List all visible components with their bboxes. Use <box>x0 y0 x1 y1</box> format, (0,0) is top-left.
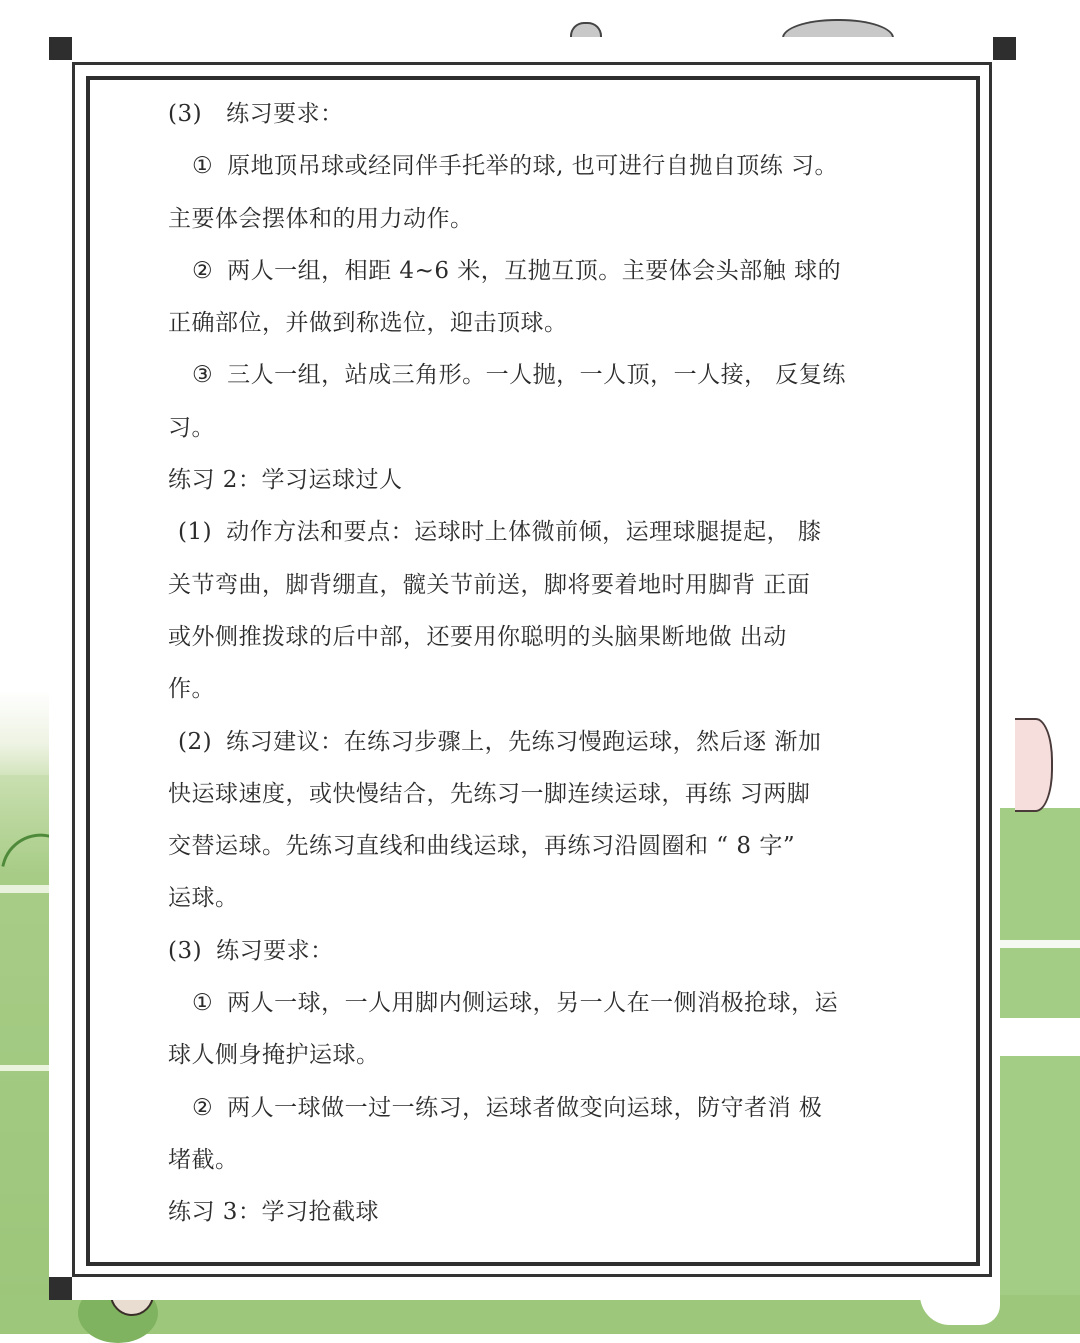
corner-mark-top-left <box>49 37 72 60</box>
paragraph-line: 习。 <box>168 414 215 441</box>
paragraph-line: 快运球速度，或快慢结合，先练习一脚连续运球，再练 习两脚 <box>168 780 811 807</box>
list-item <box>168 977 888 1029</box>
sub-number: (1) <box>178 519 213 546</box>
list-item <box>168 1082 888 1134</box>
heading-requirements <box>168 925 888 977</box>
paragraph-line: 作。 <box>168 676 215 703</box>
sub-point <box>168 506 888 558</box>
circled-number: ③ <box>192 362 214 389</box>
corner-mark-top-right <box>993 37 1016 60</box>
list-item <box>168 140 888 192</box>
circled-number: ② <box>192 257 214 284</box>
sub-number: (2) <box>178 728 213 755</box>
corner-mark-bottom-left <box>49 1277 72 1300</box>
heading-number: (3) <box>168 937 203 964</box>
circled-number: ① <box>192 990 214 1017</box>
cartoon-bush-icon <box>1015 718 1053 812</box>
paragraph-line: 正确部位，并做到称选位，迎击顶球。 <box>168 310 568 337</box>
paragraph-line: 运球。 <box>168 885 239 912</box>
paragraph-text: 三人一组，站成三角形。一人抛，一人顶，一人接， 反复练 <box>227 362 846 389</box>
section-title-exercise-3: 练习 3：学习抢截球 <box>168 1199 379 1226</box>
heading-text: 练习要求： <box>216 937 334 964</box>
paragraph-text: 两人一组，相距 4~6 米，互抛互顶。主要体会头部触 球的 <box>227 257 842 284</box>
background-grass-fade <box>0 690 55 780</box>
list-item <box>168 245 888 297</box>
paragraph-line: 堵截。 <box>168 1146 239 1173</box>
field-stripe <box>1000 1018 1080 1056</box>
document-body <box>168 88 888 1239</box>
paragraph-text: 两人一球做一过一练习，运球者做变向运球，防守者消 极 <box>227 1094 823 1121</box>
list-item <box>168 349 888 401</box>
heading-requirements <box>168 88 888 140</box>
paragraph-text: 两人一球，一人用脚内侧运球，另一人在一侧消极抢球，运 <box>227 990 839 1017</box>
paragraph-line: 关节弯曲，脚背绷直，髋关节前送，脚将要着地时用脚背 正面 <box>168 571 811 598</box>
paragraph-line: 交替运球。先练习直线和曲线运球，再练习沿圆圈和 “ 8 字” <box>168 833 796 860</box>
paragraph-line: 主要体会摆体和的用力动作。 <box>168 205 474 232</box>
paragraph-line: 或外侧推拨球的后中部，还要用你聪明的头脑果断地做 出动 <box>168 623 787 650</box>
background-grass-right <box>1000 808 1080 1334</box>
background-grass-bottom <box>0 1295 1080 1334</box>
paragraph-text: 练习建议：在练习步骤上，先练习慢跑运球，然后逐 渐加 <box>226 728 822 755</box>
heading-number: (3) <box>168 101 203 127</box>
field-stripe <box>1000 940 1080 948</box>
section-title-exercise-2: 练习 2：学习运球过人 <box>168 467 403 494</box>
paragraph-text: 动作方法和要点：运球时上体微前倾，运理球腿提起， 膝 <box>226 519 822 546</box>
paragraph-text: 原地顶吊球或经同伴手托举的球, 也可进行自抛自顶练 习。 <box>227 153 839 180</box>
circled-number: ② <box>192 1094 214 1121</box>
heading-text: 练习要求： <box>226 101 344 127</box>
field-stripe <box>0 1065 50 1071</box>
sub-point <box>168 716 888 768</box>
field-stripe <box>0 885 50 893</box>
circled-number: ① <box>192 153 214 180</box>
paragraph-line: 球人侧身掩护运球。 <box>168 1042 380 1069</box>
